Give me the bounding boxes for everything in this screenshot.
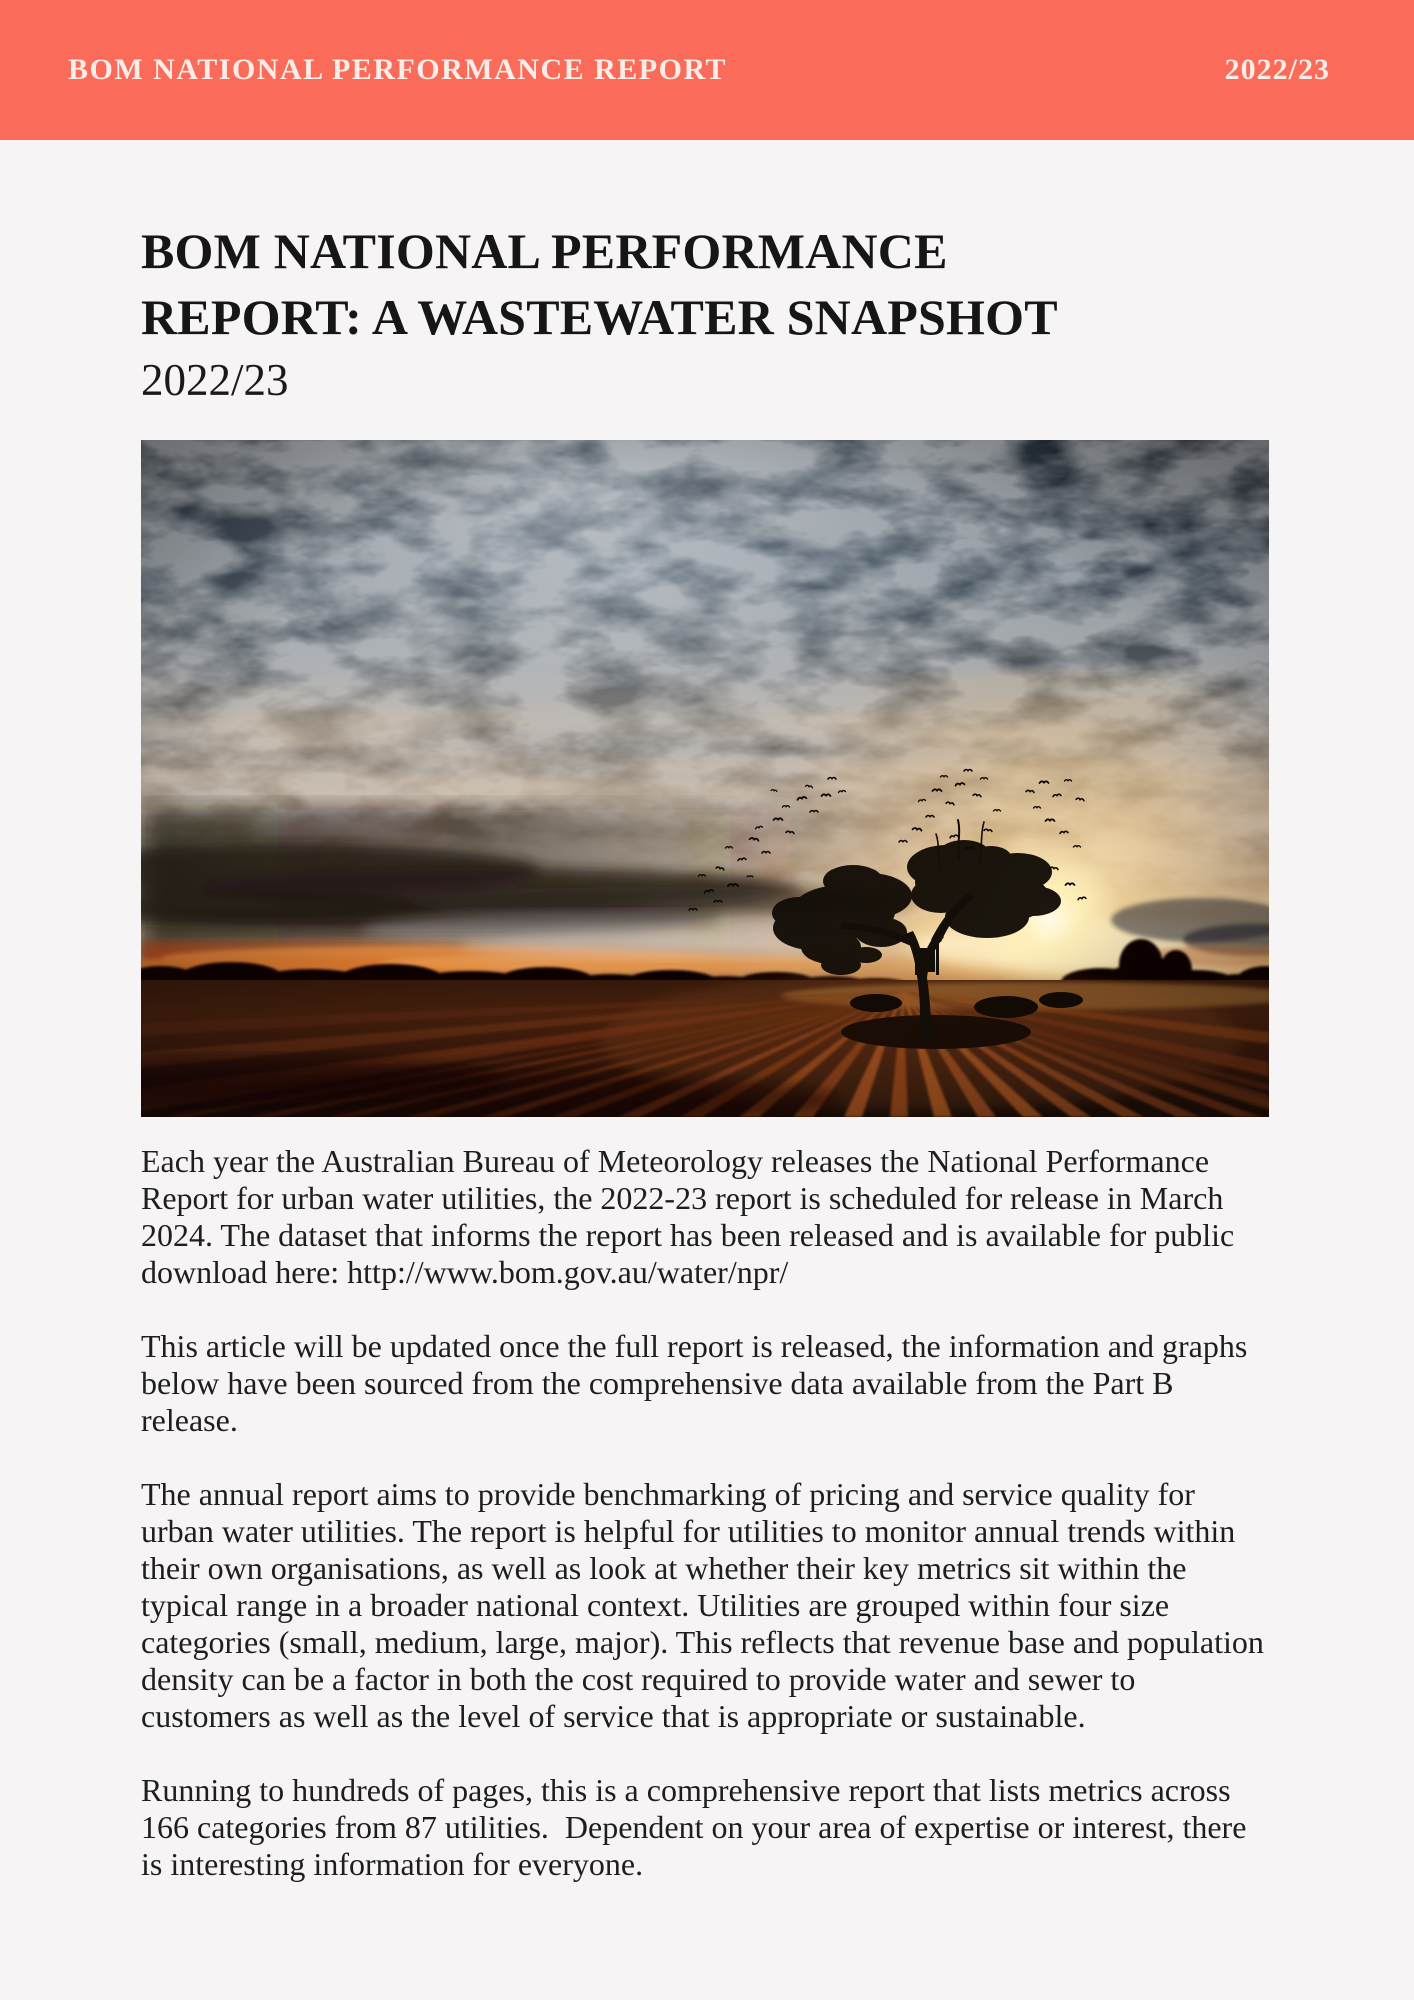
header-year-label: 2022/23 — [1224, 53, 1330, 86]
hero-photo-illustration — [141, 440, 1269, 1117]
article — [141, 218, 1272, 1883]
hero-image — [141, 440, 1269, 1117]
header-report-title: BOM NATIONAL PERFORMANCE REPORT — [68, 53, 728, 86]
photo-vignette — [141, 440, 1269, 1117]
paragraph-3: The annual report aims to provide benchmarking of pricing and service quality for urban water utilities. The report is helpful for utilities to monitor annual trends within their own organisations, as well as look at whether their key metrics sit within the typical range in a broader national context. Utilities are grouped within four size categories (small, medium, large, major). This reflects that revenue base and population density can be a factor in both the cost required to provide water and sewer to customers as well as the level of service that is appropriate or sustainable. — [141, 1476, 1272, 1734]
page-subtitle: 2022/23 — [141, 355, 289, 405]
article-body — [141, 1143, 1272, 1883]
paragraph-2: This article will be updated once the full report is released, the information and graphs below have been sourced from the comprehensive data available from the Part B release. — [141, 1328, 1256, 1438]
paragraph-1: Each year the Australian Bureau of Meteorology releases the National Performance Report for urban water utilities, the 2022-23 report is scheduled for release in March 2024. The dataset that informs the report has been released and is available for public download here: http://www.bom.gov.au/water/npr/ — [141, 1143, 1243, 1290]
paragraph-4: Running to hundreds of pages, this is a comprehensive report that lists metrics across 166 categories from 87 utilities. Dependent on your area of expertise or interest, there is interesting information for everyone. — [141, 1772, 1255, 1882]
header-bar — [0, 0, 1414, 140]
page-title: BOM NATIONAL PERFORMANCE REPORT: A WASTEWATER SNAPSHOT — [141, 223, 1058, 345]
